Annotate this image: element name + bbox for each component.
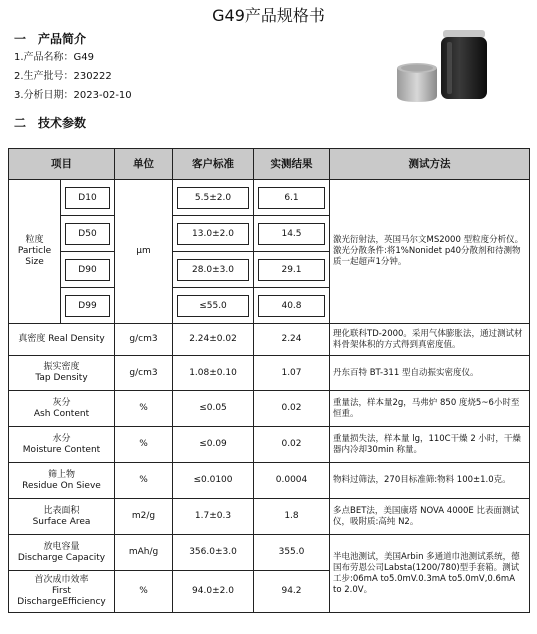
property-unit: mAh/g: [115, 535, 173, 571]
property-unit: m2/g: [115, 499, 173, 535]
property-result: 1.8: [254, 499, 330, 535]
info-analysis-date: 3.分析日期：2023-02-10: [14, 90, 132, 101]
property-method: 丹东百特 BT-311 型自动振实密度仪。: [330, 356, 530, 391]
page-title: G49产品规格书: [212, 6, 325, 25]
property-method: 多点BET法，美国康塔 NOVA 4000E 比表面测试仪，吸附质:高纯 N2。: [330, 499, 530, 535]
property-name: 灰分 Ash Content: [9, 391, 115, 427]
section-number: 一: [14, 32, 27, 46]
header-unit: 单位: [115, 149, 173, 180]
property-unit: %: [115, 427, 173, 463]
property-unit: %: [115, 463, 173, 499]
property-result: 355.0: [254, 535, 330, 571]
property-name: 真密度 Real Density: [9, 324, 115, 356]
header-item: 项目: [9, 149, 115, 180]
property-name: 放电容量 Discharge Capacity: [9, 535, 115, 571]
property-method: 重量法，样本量2g，马弗炉 850 度烧5~6小时至恒重。: [330, 391, 530, 427]
particle-row-name: D50: [61, 216, 115, 252]
property-method: 物料过筛法，270目标准筛:物料 100±1.0克。: [330, 463, 530, 499]
product-sample-photo: [395, 28, 500, 104]
particle-row-name: D90: [61, 252, 115, 288]
property-name: 振实密度 Tap Density: [9, 356, 115, 391]
info-batch-number: 2.生产批号：230222: [14, 71, 112, 82]
property-unit: %: [115, 571, 173, 613]
table-row: [9, 463, 530, 499]
property-standard: 356.0±3.0: [173, 535, 254, 571]
particle-standard: 5.5±2.0: [173, 180, 254, 216]
particle-standard: 28.0±3.0: [173, 252, 254, 288]
battery-test-method: 半电池测试，美国Arbin 多通道巾池测试系统，德国布劳恩公司Labsta(1200/780)型手套箱。测试工步:06mA to5.0mV.0.3mA to5.0mV,0.6mA to 2.0V。: [330, 535, 530, 613]
property-name: 水分 Moisture Content: [9, 427, 115, 463]
table-header-row: [9, 149, 530, 180]
table-row: [9, 427, 530, 463]
spec-table: [8, 148, 530, 613]
table-row: [9, 499, 530, 535]
particle-result: 40.8: [254, 288, 330, 324]
property-result: 0.0004: [254, 463, 330, 499]
header-method: 测试方法: [330, 149, 530, 180]
table-row: [9, 391, 530, 427]
particle-result: 14.5: [254, 216, 330, 252]
header-standard: 客户标准: [173, 149, 254, 180]
particle-result: 6.1: [254, 180, 330, 216]
property-name: 筛上物 Residue On Sieve: [9, 463, 115, 499]
particle-standard: 13.0±2.0: [173, 216, 254, 252]
property-standard: ≤0.0100: [173, 463, 254, 499]
particle-method: 激光衍射法，英国马尔文MS2000 型粒度分析仪。激光分散条件:将1%Nonidet p40分散剂和待测物质一起超声1分钟。: [330, 180, 530, 324]
property-standard: ≤0.05: [173, 391, 254, 427]
property-name: 首次成巾效率 First DischargeEfficiency: [9, 571, 115, 613]
section-label: 技术参数: [38, 116, 87, 130]
particle-row-name: D99: [61, 288, 115, 324]
table-row: [9, 324, 530, 356]
header-result: 实测结果: [254, 149, 330, 180]
property-result: 0.02: [254, 427, 330, 463]
property-result: 1.07: [254, 356, 330, 391]
particle-unit: μm: [115, 180, 173, 324]
table-row: [9, 180, 530, 216]
property-standard: 2.24±0.02: [173, 324, 254, 356]
property-unit: %: [115, 391, 173, 427]
section-number: 二: [14, 116, 27, 130]
particle-row-name: D10: [61, 180, 115, 216]
property-standard: 94.0±2.0: [173, 571, 254, 613]
section-label: 产品简介: [38, 32, 87, 46]
property-result: 0.02: [254, 391, 330, 427]
property-result: 94.2: [254, 571, 330, 613]
property-method: 重量损失法，样本量 lg，110C干燥 2 小时，干燥器内冷却30min 称量。: [330, 427, 530, 463]
table-row: [9, 356, 530, 391]
table-row: [9, 535, 530, 571]
info-product-name: 1.产品名称：G49: [14, 52, 95, 63]
particle-standard: ≤55.0: [173, 288, 254, 324]
property-standard: 1.08±0.10: [173, 356, 254, 391]
property-name: 比表面积 Surface Area: [9, 499, 115, 535]
particle-size-label: 粒度 Particle Size: [9, 180, 61, 324]
property-unit: g/cm3: [115, 324, 173, 356]
property-standard: ≤0.09: [173, 427, 254, 463]
property-result: 2.24: [254, 324, 330, 356]
property-standard: 1.7±0.3: [173, 499, 254, 535]
property-method: 理化联科TD-2000。采用气体膨胀法，通过测试材料骨架体积的方式得到真密度值。: [330, 324, 530, 356]
particle-result: 29.1: [254, 252, 330, 288]
section-heading-specs: [14, 114, 86, 131]
property-unit: g/cm3: [115, 356, 173, 391]
section-heading-intro: [14, 30, 86, 47]
